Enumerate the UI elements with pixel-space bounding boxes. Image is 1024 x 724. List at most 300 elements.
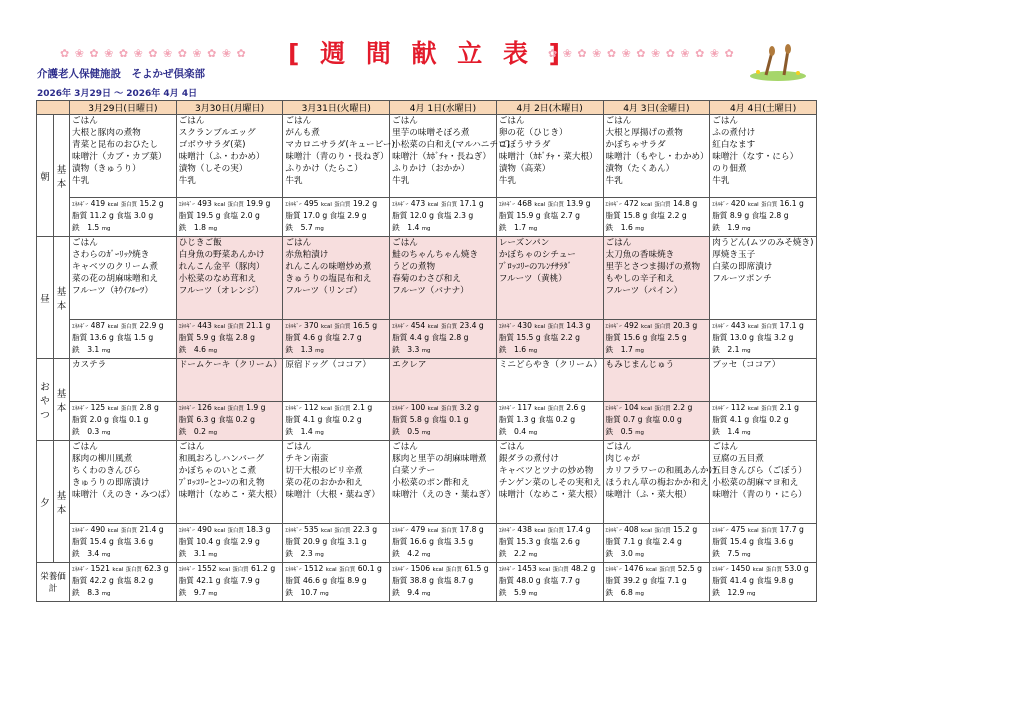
nutrient-text: 蛋白質 [227, 202, 244, 208]
nutrient-text: g [158, 321, 164, 330]
meal-row-dinner [37, 441, 817, 524]
menu-item: ﾌﾞﾛｯｺﾘｰとｺｰﾝの和え物 [178, 478, 265, 489]
menu-item: 白菜の即席漬け [712, 262, 773, 273]
menu-item: 味噌汁（ｶﾎﾞﾁｬ・長ねぎ） [392, 152, 491, 163]
fat-salt-row [390, 575, 496, 587]
nutrient-text: 1.7 [514, 223, 527, 232]
nutrient-text: 5.9 [514, 588, 527, 597]
day-header: 3月31日(火曜日) [283, 101, 390, 115]
nutrient-text: 23.4 [459, 321, 477, 330]
menu-item: 牛乳 [498, 176, 517, 187]
nutrient-text: 2.8 [769, 211, 782, 220]
nutrient-text: 食塩 [324, 415, 340, 424]
nutrient-text: 鉄 [285, 427, 293, 436]
nutrient-text: 蛋白質 [761, 528, 778, 534]
menu-item: ごはん [285, 238, 312, 248]
nutrient-text: kcal [641, 324, 652, 330]
menu-item: チキン南蛮 [285, 454, 329, 465]
nutrient-text: 蛋白質 [654, 406, 671, 412]
nutrient-text: g [575, 333, 580, 342]
nutrition-cell [603, 320, 710, 359]
nutrient-text: 食塩 [649, 211, 665, 220]
fat-salt-row [283, 575, 389, 587]
energy-protein-row [710, 563, 816, 575]
nutrient-text: 112 [730, 403, 746, 412]
menu-item: ごはん [392, 442, 418, 452]
meal-row-breakfast [37, 115, 817, 198]
nutrient-text: 鉄 [285, 549, 293, 558]
nutrient-text: ｴﾈﾙｷﾞｰ [392, 202, 409, 208]
fat-salt-row [710, 575, 816, 587]
menu-cell [70, 115, 177, 198]
nutrient-text: ｴﾈﾙｷﾞｰ [72, 406, 89, 412]
nutrient-text: g [692, 199, 698, 208]
nutrition-cell [176, 198, 283, 237]
fat-salt-row [604, 210, 710, 222]
nutrient-text: 487 [90, 321, 106, 330]
fat-salt-row [710, 414, 816, 426]
nutrient-text: 食塩 [111, 415, 127, 424]
nutrient-text: 15.8 [623, 211, 641, 220]
fat-salt-row [177, 414, 283, 426]
nutrient-text: mg [208, 348, 218, 354]
nutrition-cell [390, 524, 497, 563]
menu-item: 白身魚の野菜あんかけ [178, 250, 265, 261]
nutrient-text: 蛋白質 [227, 406, 244, 412]
iron-row [70, 548, 176, 560]
menu-item: 菜の花のおかか和え [285, 478, 363, 489]
menu-item: フルーツ（パイン） [605, 286, 683, 297]
nutrient-text: g [361, 537, 367, 546]
nutrient-text: 鉄 [178, 223, 187, 232]
fat-salt-row [390, 414, 496, 426]
kihon-label: 基本 [54, 115, 70, 237]
meal-label: 夕 [37, 441, 54, 563]
nutrient-text: 2.0 [240, 211, 253, 220]
nutrient-text: 0.2 [235, 415, 248, 424]
menu-item: 五目きんぴら（ごぼう） [712, 466, 807, 477]
energy-protein-row [177, 402, 283, 414]
nutrition-cell [710, 320, 817, 359]
nutrient-text: 蛋白質 [440, 324, 458, 330]
nutrient-text: 472 [624, 199, 639, 208]
nutrient-text: 100 [410, 403, 426, 412]
nutrient-text: g [356, 333, 362, 342]
nutrient-text: 13.0 [729, 333, 747, 342]
menu-cell [176, 359, 283, 402]
nutrient-text: 0.2 [769, 415, 782, 424]
menu-item: 小松菜のポン酢和え [392, 478, 470, 489]
nutrient-text: g [642, 211, 648, 220]
nutrient-text: g [255, 576, 260, 585]
nutrient-text: g [585, 199, 591, 208]
nutrition-cell [70, 320, 177, 359]
menu-cell [496, 441, 603, 524]
menu-item: ひじきご飯 [178, 238, 222, 248]
nutrient-text: 鉄 [72, 588, 80, 597]
nutrient-text: 脂質 [605, 333, 621, 342]
cherry-blossom-decoration-right: ✿ ❀ ✿ ❀ ✿ ❀ ✿ ❀ ✿ ❀ ✿ ❀ ✿ [548, 46, 735, 60]
menu-item: ごはん [498, 442, 525, 452]
iron-row [390, 548, 496, 560]
nutrient-text: 19.5 [196, 211, 214, 220]
fat-salt-row [283, 536, 389, 548]
nutrient-text: 脂質 [605, 211, 621, 220]
nutrition-cell [283, 198, 390, 237]
nutrition-row-breakfast [37, 198, 817, 237]
fat-salt-row [177, 536, 283, 548]
energy-protein-row [604, 198, 710, 210]
nutrient-text: 62.3 [144, 564, 162, 573]
total-label: 栄養価計 [37, 563, 70, 602]
nutrient-text: ｴﾈﾙｷﾞｰ [178, 567, 195, 573]
nutrient-text: g [575, 576, 580, 585]
menu-cell [603, 237, 710, 320]
nutrient-text: mg [741, 348, 751, 354]
nutrient-text: 4.6 [193, 345, 206, 354]
nutrient-text: 食塩 [649, 576, 665, 585]
nutrition-cell [496, 402, 603, 441]
nutrient-text: 鉄 [712, 223, 720, 232]
nutrient-text: g [265, 199, 271, 208]
nutrient-text: g [367, 403, 373, 412]
nutrient-text: ｴﾈﾙｷﾞｰ [392, 406, 409, 412]
menu-item: ごはん [712, 442, 739, 452]
nutrient-text: g [468, 576, 474, 585]
menu-cell [176, 237, 283, 320]
nutrient-text: kcal [320, 202, 332, 208]
nutrient-text: kcal [539, 567, 551, 573]
nutrient-text: 脂質 [392, 576, 408, 585]
nutrient-text: ｴﾈﾙｷﾞｰ [392, 567, 409, 573]
nutrient-text: 脂質 [498, 576, 514, 585]
nutrient-text: g [210, 333, 216, 342]
menu-item: ミニどらやき（クリーム） [498, 360, 602, 370]
nutrient-text: kcal [534, 202, 546, 208]
nutrient-text: 鉄 [178, 427, 187, 436]
menu-item: 味噌汁（なす・にら） [712, 152, 799, 163]
nutrient-text: g [783, 415, 789, 424]
nutrient-text: 495 [304, 199, 319, 208]
fat-salt-row [283, 414, 389, 426]
menu-item: 青菜と昆布のおひたし [72, 140, 158, 151]
menu-cell [390, 359, 497, 402]
fat-salt-row [604, 536, 710, 548]
iron-row [177, 344, 283, 356]
nutrient-text: ｴﾈﾙｷﾞｰ [178, 324, 195, 330]
nutrient-text: 鉄 [392, 549, 400, 558]
meal-label: 昼 [37, 237, 54, 359]
nutrient-text: 鉄 [72, 549, 80, 558]
nutrient-text: ｴﾈﾙｷﾞｰ [285, 324, 302, 330]
nutrient-text: ｴﾈﾙｷﾞｰ [498, 324, 515, 330]
fat-salt-row [390, 332, 496, 344]
nutrient-text: 15.4 [89, 537, 107, 546]
fat-salt-row [497, 210, 603, 222]
menu-item: 味噌汁（青のり・にら） [712, 490, 807, 501]
menu-item: 大根と厚揚げの煮物 [605, 128, 683, 139]
nutrition-cell [710, 402, 817, 441]
menu-item: 菜の花の胡麻味噌和え [72, 274, 158, 285]
menu-item: ごはん [392, 116, 418, 126]
nutrient-text: g [372, 199, 378, 208]
nutrient-text: 食塩 [116, 576, 132, 585]
nutrient-text: 3.6 [774, 537, 787, 546]
menu-item: 春菊のわさび和え [392, 274, 461, 285]
nutrient-text: g [317, 333, 323, 342]
menu-item: ﾌﾞﾛｯｺﾘｰのﾌﾚﾝﾁｻﾗﾀﾞ [498, 262, 572, 273]
nutrient-text: 1512 [304, 564, 324, 573]
nutrient-text: g [158, 525, 164, 534]
nutrient-text: mg [208, 430, 218, 436]
nutrition-cell [603, 402, 710, 441]
menu-item: うどの煮物 [392, 262, 436, 273]
menu-item: 味噌汁（大根・葉ねぎ） [285, 490, 380, 501]
nutrient-text: 鉄 [178, 345, 187, 354]
nutrient-text: 42.2 [89, 576, 107, 585]
nutrient-text: 0.2 [342, 415, 355, 424]
fat-salt-row [70, 414, 176, 426]
nutrient-text: 104 [624, 403, 639, 412]
nutrient-text: 490 [90, 525, 106, 534]
nutrient-text: 1.9 [246, 403, 259, 412]
nutrient-text: g [575, 537, 580, 546]
nutrient-text: 61.5 [464, 564, 482, 573]
iron-row [710, 548, 816, 560]
menu-item: ごはん [72, 116, 98, 126]
nutrient-text: g [429, 576, 434, 585]
nutrient-text: g [590, 564, 596, 573]
energy-protein-row [177, 198, 283, 210]
nutrient-text: mg [101, 552, 111, 558]
nutrient-text: g [250, 333, 255, 342]
nutrient-text: g [681, 333, 687, 342]
nutrient-text: 鉄 [605, 588, 614, 597]
nutrition-cell [603, 198, 710, 237]
nutrition-cell [176, 320, 283, 359]
nutrient-text: 蛋白質 [125, 567, 142, 573]
nutrient-text: ｴﾈﾙｷﾞｰ [285, 406, 302, 412]
nutrient-text: 脂質 [178, 537, 194, 546]
nutrient-text: g [585, 321, 591, 330]
nutrient-text: 1476 [624, 564, 644, 573]
energy-protein-row [497, 320, 603, 332]
nutrient-text: g [215, 537, 221, 546]
nutrient-text: 10.7 [300, 588, 318, 597]
day-header: 4月 4日(土曜日) [710, 101, 817, 115]
nutrient-text: 2.9 [347, 211, 360, 220]
nutrient-text: kcal [747, 406, 759, 412]
energy-protein-row [70, 563, 176, 575]
nutrient-text: 蛋白質 [334, 202, 351, 208]
menu-item: フルーツ（黄桃） [498, 274, 567, 285]
nutrient-text: 1.4 [407, 223, 420, 232]
nutrient-text: 鉄 [392, 345, 400, 354]
iron-row [497, 548, 603, 560]
nutrient-text: 脂質 [72, 415, 88, 424]
menu-item: 豆腐の五目煮 [712, 454, 764, 465]
menu-item: キャベツとツナの炒め物 [498, 466, 594, 477]
fat-salt-row [710, 536, 816, 548]
energy-protein-row [604, 320, 710, 332]
iron-row [283, 426, 389, 438]
iron-row [177, 548, 283, 560]
nutrient-text: 脂質 [285, 211, 301, 220]
fat-salt-row [497, 414, 603, 426]
nutrient-text: 脂質 [285, 537, 301, 546]
nutrient-text: g [799, 321, 804, 330]
day-header: 4月 2日(木曜日) [496, 101, 603, 115]
nutrient-text: 鉄 [285, 345, 293, 354]
energy-protein-row [710, 524, 816, 536]
nutrient-text: ｴﾈﾙｷﾞｰ [712, 528, 729, 534]
nutrient-text: 食塩 [431, 415, 447, 424]
nutrient-text: 1.7 [620, 345, 633, 354]
kihon-label: 基本 [54, 237, 70, 359]
nutrient-text: 3.2 [459, 403, 472, 412]
nutrient-text: g [265, 525, 271, 534]
nutrient-text: kcal [534, 324, 546, 330]
nutrient-text: g [148, 333, 154, 342]
meal-row-lunch [37, 237, 817, 320]
nutrient-text: kcal [320, 406, 332, 412]
nutrition-cell [283, 320, 390, 359]
nutrient-text: ｴﾈﾙｷﾞｰ [178, 202, 195, 208]
menu-item: 銀ダラの煮付け [498, 454, 559, 465]
energy-protein-row [604, 402, 710, 414]
nutrient-text: ｴﾈﾙｷﾞｰ [605, 567, 622, 573]
nutrient-text: ｴﾈﾙｷﾞｰ [605, 324, 622, 330]
nutrient-text: kcal [107, 324, 119, 330]
nutrient-text: ｴﾈﾙｷﾞｰ [72, 528, 89, 534]
iron-row [390, 426, 496, 438]
nutrient-text: g [322, 211, 328, 220]
menu-item: 味噌汁（ｶﾎﾞﾁｬ・菜大根） [498, 152, 598, 163]
nutrient-text: 蛋白質 [654, 324, 671, 330]
nutrient-text: 蛋白質 [547, 324, 564, 330]
nutrient-text: 473 [410, 199, 426, 208]
nutrition-cell [283, 563, 390, 602]
menu-item: キャベツのクリーム煮 [72, 262, 158, 273]
nutrient-text: 蛋白質 [334, 528, 351, 534]
nutrient-text: g [692, 321, 698, 330]
menu-cell [390, 115, 510, 198]
nutrient-text: 19.9 [246, 199, 264, 208]
nutrient-text: 2.1 [727, 345, 740, 354]
nutrient-text: g [681, 576, 687, 585]
nutrient-text: 鉄 [605, 223, 614, 232]
nutrient-text: 4.1 [303, 415, 316, 424]
nutrient-text: 2.3 [300, 549, 313, 558]
nutrient-text: mg [528, 552, 538, 558]
nutrient-text: 38.8 [409, 576, 427, 585]
nutrient-text: 17.1 [459, 199, 477, 208]
nutrient-text: 17.8 [459, 525, 477, 534]
nutrient-text: 食塩 [329, 576, 345, 585]
nutrient-text: ｴﾈﾙｷﾞｰ [178, 528, 195, 534]
fat-salt-row [70, 575, 176, 587]
menu-period: 2026年 3月29日 ～ 2026年 4月 4日 [37, 89, 198, 99]
menu-item: 小松菜のなめ茸和え [178, 274, 257, 285]
energy-protein-row [283, 320, 389, 332]
nutrient-text: 鉄 [392, 223, 400, 232]
nutrient-text: g [676, 537, 682, 546]
nutrient-text: 15.2 [672, 525, 690, 534]
nutrient-text: 食塩 [436, 576, 452, 585]
nutrient-text: 蛋白質 [761, 406, 778, 412]
menu-item: 牛乳 [178, 176, 196, 187]
menu-cell [710, 359, 817, 402]
menu-item: 漬物（しその実） [178, 164, 248, 175]
nutrient-text: 蛋白質 [120, 406, 138, 412]
nutrient-text: ｴﾈﾙｷﾞｰ [605, 528, 622, 534]
nutrient-text: g [474, 403, 479, 412]
nutrition-cell [710, 198, 817, 237]
fat-salt-row [497, 332, 603, 344]
nutrient-text: 1.5 [133, 333, 146, 342]
menu-item: エクレア [392, 360, 427, 370]
nutrient-text: 15.4 [729, 537, 747, 546]
nutrient-text: 5.9 [196, 333, 209, 342]
nutrition-cell [710, 524, 817, 563]
nutrient-text: g [783, 211, 789, 220]
kihon-label: 基本 [54, 441, 70, 563]
energy-protein-row [283, 198, 389, 210]
menu-item: マカロニサラダ(キューピー) [285, 140, 395, 151]
menu-item: れんこん金平（豚肉） [178, 262, 265, 273]
menu-item: カリフラワーの和風あんかけ [605, 466, 718, 477]
nutrient-text: 19.2 [352, 199, 370, 208]
energy-protein-row [283, 524, 389, 536]
fat-salt-row [604, 575, 710, 587]
nutrient-text: kcal [427, 406, 439, 412]
nutrient-text: mg [635, 552, 644, 558]
nutrition-cell [390, 402, 497, 441]
fat-salt-row [70, 332, 176, 344]
nutrient-text: g [535, 333, 541, 342]
nutrient-text: g [372, 321, 378, 330]
nutrient-text: g [697, 564, 702, 573]
energy-protein-row [70, 524, 176, 536]
nutrient-text: g [687, 403, 693, 412]
nutrient-text: g [372, 525, 378, 534]
nutrient-text: 食塩 [543, 211, 559, 220]
nutrient-text: 食塩 [756, 333, 772, 342]
iron-row [70, 222, 176, 234]
nutrient-text: ｴﾈﾙｷﾞｰ [605, 406, 622, 412]
menu-item: 赤魚粕漬け [285, 250, 329, 261]
iron-row [604, 222, 710, 234]
nutrient-text: 鉄 [712, 549, 720, 558]
energy-protein-row [710, 198, 816, 210]
nutrient-text: 4.4 [409, 333, 422, 342]
nutrient-text: kcal [214, 202, 226, 208]
menu-item: もみじまんじゅう [605, 360, 675, 370]
nutrient-text: 食塩 [329, 537, 345, 546]
menu-item: ちくわのきんぴら [72, 466, 141, 477]
nutrient-text: 48.0 [516, 576, 534, 585]
menu-item: ふの煮付け [712, 128, 756, 139]
nutrient-text: 食塩 [222, 537, 239, 546]
energy-protein-row [70, 320, 176, 332]
nutrient-text: 1521 [90, 564, 110, 573]
menu-item: ごはん [285, 442, 312, 452]
nutrient-text: kcal [320, 528, 332, 534]
nutrient-text: 蛋白質 [440, 406, 458, 412]
menu-item: 味噌汁（もやし・わかめ） [605, 152, 709, 163]
fat-salt-row [497, 536, 603, 548]
nutrient-text: kcal [427, 528, 439, 534]
